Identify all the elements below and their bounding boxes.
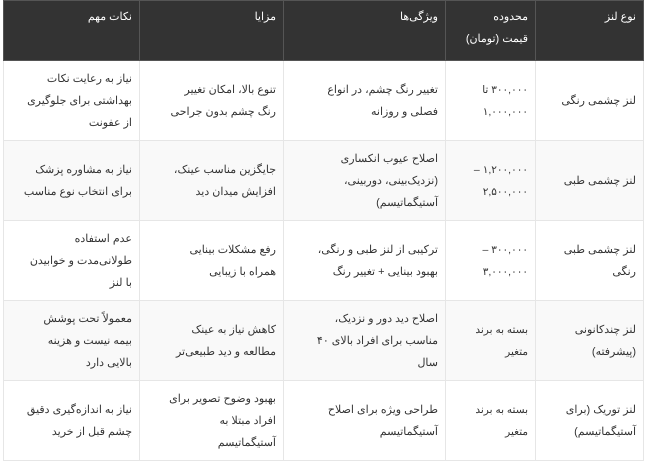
header-text: قیمت (تومان) <box>465 33 528 45</box>
cell-price-range <box>446 381 536 461</box>
cell-price-range <box>446 301 536 381</box>
cell-text: با لنز <box>109 276 132 289</box>
cell-text: نیاز به اندازه‌گیری دقیق <box>26 403 132 416</box>
cell-text: نیاز به رعایت نکات <box>46 72 132 85</box>
cell-notes <box>4 61 140 141</box>
cell-text: لنز چشمی طبی <box>563 243 636 256</box>
cell-text: لنز چشمی رنگی <box>561 94 636 107</box>
header-text: محدوده <box>493 11 528 23</box>
cell-text: رفع مشکلات بینایی <box>189 243 276 256</box>
cell-text: آستیگماتیسم) <box>376 196 438 209</box>
cell-text: طولانی‌مدت و خوابیدن <box>29 254 132 267</box>
cell-features <box>284 301 446 381</box>
cell-text: افراد مبتلا به <box>219 414 276 427</box>
cell-notes <box>4 301 140 381</box>
cell-features <box>284 381 446 461</box>
cell-text: آستیگماتیسم <box>217 436 276 449</box>
header-text: نوع لنز <box>604 11 636 23</box>
cell-text: کاهش نیاز به عینک <box>191 323 276 336</box>
cell-text: رنگی <box>612 265 636 278</box>
cell-price-range <box>446 141 536 221</box>
cell-features <box>284 141 446 221</box>
cell-text: بهداشتی برای جلوگیری <box>27 94 132 107</box>
cell-notes <box>4 381 140 461</box>
cell-price-range <box>446 61 536 141</box>
header-text: نکات مهم <box>87 11 132 23</box>
header-advantages <box>140 1 284 61</box>
cell-text: تنوع بالا، امکان تغییر <box>184 83 276 96</box>
cell-text: مطالعه و دید طبیعی‌تر <box>175 345 276 358</box>
cell-text: نیاز به مشاوره پزشک <box>35 163 132 176</box>
cell-text: چشم قبل از خرید <box>51 425 132 438</box>
cell-text: بسته به برند <box>475 323 528 336</box>
cell-text: عدم استفاده <box>74 232 132 245</box>
cell-text: لنز توریک (برای <box>565 403 636 416</box>
cell-text: سال <box>417 356 438 369</box>
cell-text: افزایش میدان دید <box>195 185 276 198</box>
cell-features <box>284 61 446 141</box>
cell-text: ۱,۰۰۰,۰۰۰ <box>482 105 528 118</box>
cell-text: متغیر <box>505 345 528 358</box>
cell-advantages <box>140 221 284 301</box>
cell-advantages <box>140 141 284 221</box>
cell-text: بالایی دارد <box>85 356 132 369</box>
cell-lens-type <box>536 141 644 221</box>
cell-text: بیمه نیست و هزینه <box>47 334 132 347</box>
header-price-range <box>446 1 536 61</box>
cell-text: همراه با زیبایی <box>209 265 276 278</box>
cell-text: معمولاً تحت پوشش <box>43 312 132 325</box>
cell-text: ۳۰۰,۰۰۰ تا <box>482 83 528 96</box>
cell-text: مناسب برای افراد بالای ۴۰ <box>316 334 438 347</box>
cell-text: فصلی و روزانه <box>371 105 438 118</box>
header-features <box>284 1 446 61</box>
cell-text: ۲,۵۰۰,۰۰۰ <box>482 185 528 198</box>
cell-text: (پیشرفته) <box>591 345 636 358</box>
cell-text: طراحی ویژه برای اصلاح <box>327 403 438 416</box>
table-header-row <box>4 1 644 61</box>
table-row <box>4 61 644 141</box>
lens-comparison-table <box>3 0 644 461</box>
cell-text: متغیر <box>505 425 528 438</box>
cell-text: تغییر رنگ چشم، در انواع <box>327 83 438 96</box>
cell-text: از عفونت <box>88 116 132 129</box>
cell-price-range <box>446 221 536 301</box>
cell-text: جایگزین مناسب عینک، <box>173 163 276 176</box>
cell-text: ترکیبی از لنز طبی و رنگی، <box>317 243 438 256</box>
cell-text: برای انتخاب نوع مناسب <box>23 185 132 198</box>
cell-text: ۱,۲۰۰,۰۰۰ – <box>473 163 528 176</box>
cell-text: اصلاح عیوب انکساری <box>340 152 438 165</box>
cell-text: ۳,۰۰۰,۰۰۰ <box>482 265 528 278</box>
cell-lens-type <box>536 61 644 141</box>
cell-text: (نزدیک‌بینی، دوربینی، <box>343 174 438 187</box>
cell-text: بهبود بینایی + تغییر رنگ <box>332 265 438 278</box>
cell-text: اصلاح دید دور و نزدیک، <box>334 312 438 325</box>
cell-lens-type <box>536 301 644 381</box>
cell-notes <box>4 221 140 301</box>
header-text: مزایا <box>254 11 276 23</box>
cell-advantages <box>140 61 284 141</box>
cell-text: رنگ چشم بدون جراحی <box>170 105 276 118</box>
header-text: ویژگی‌ها <box>399 11 438 23</box>
cell-text: ۳۰۰,۰۰۰ – <box>482 243 528 256</box>
cell-advantages <box>140 381 284 461</box>
cell-text: لنز چشمی طبی <box>563 174 636 187</box>
cell-features <box>284 221 446 301</box>
cell-text: آستیگماتیسم <box>379 425 438 438</box>
cell-lens-type <box>536 221 644 301</box>
header-lens-type <box>536 1 644 61</box>
cell-text: بهبود وضوح تصویر برای <box>169 392 276 405</box>
cell-notes <box>4 141 140 221</box>
cell-lens-type <box>536 381 644 461</box>
header-notes <box>4 1 140 61</box>
table-row <box>4 141 644 221</box>
cell-text: آستیگماتیسم) <box>574 425 636 438</box>
cell-advantages <box>140 301 284 381</box>
table-row <box>4 301 644 381</box>
cell-text: بسته به برند <box>475 403 528 416</box>
table-row <box>4 221 644 301</box>
table-row <box>4 381 644 461</box>
cell-text: لنز چندکانونی <box>574 323 636 336</box>
